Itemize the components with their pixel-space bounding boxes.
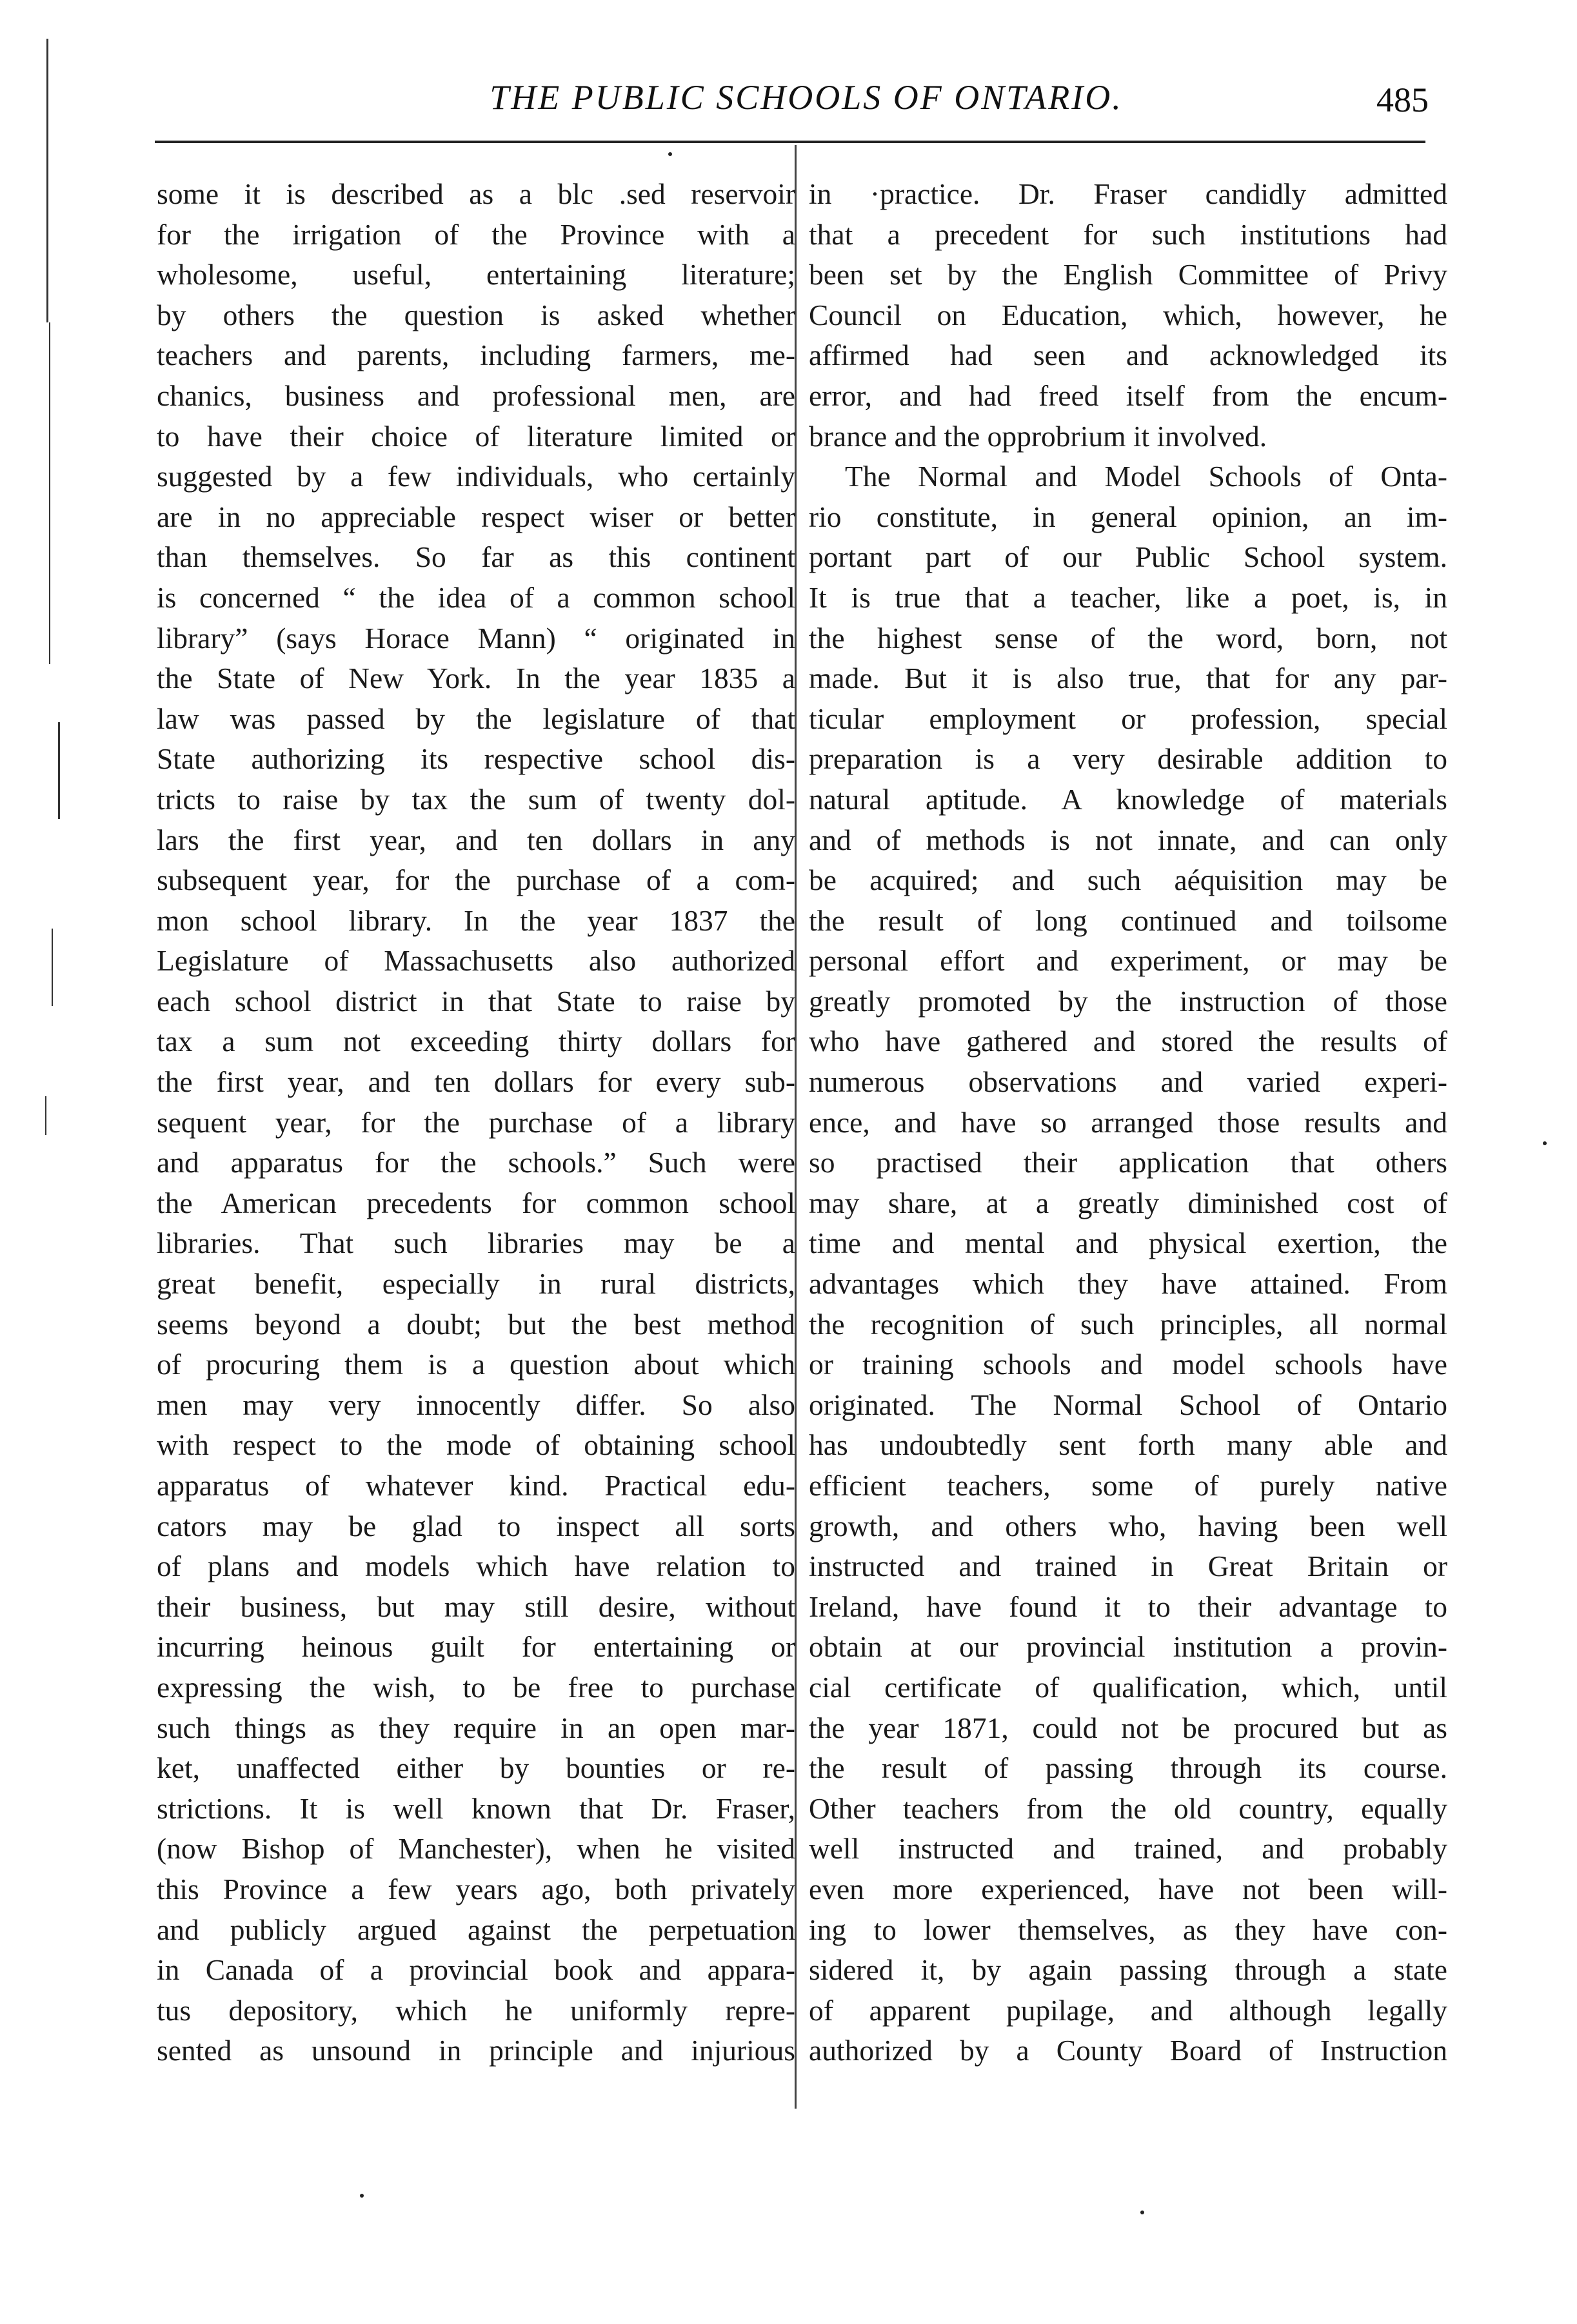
text-line: the American precedents for common school bbox=[157, 1186, 795, 1219]
text-line: brance and the opprobrium it involved. bbox=[809, 419, 1267, 453]
text-line: It is true that a teacher, like a poet, is, in bbox=[809, 580, 1447, 614]
margin-mark bbox=[52, 929, 53, 1006]
text-line: the highest sense of the word, born, not bbox=[809, 621, 1447, 655]
text-line: the State of New York. In the year 1835 a bbox=[157, 662, 795, 695]
text-line: may share, at a greatly diminished cost of bbox=[809, 1186, 1447, 1219]
text-line: made. But it is also true, that for any par- bbox=[809, 662, 1447, 695]
text-line: has undoubtedly sent forth many able and bbox=[809, 1428, 1447, 1462]
text-line: some it is described as a blc .sed reservoir bbox=[157, 177, 795, 210]
text-line: law was passed by the legislature of that bbox=[157, 702, 795, 735]
text-line: in Canada of a provincial book and appara- bbox=[157, 1953, 795, 1987]
text-line: affirmed had seen and acknowledged its bbox=[809, 339, 1447, 372]
text-line: teachers and parents, including farmers, me- bbox=[157, 339, 795, 372]
speck bbox=[1543, 1141, 1547, 1145]
text-line: ket, unaffected either by bounties or re- bbox=[157, 1751, 795, 1785]
text-line: the year 1871, could not be procured but as bbox=[809, 1711, 1447, 1744]
text-line: than themselves. So far as this continent bbox=[157, 540, 795, 574]
text-line: error, and had freed itself from the encum- bbox=[809, 379, 1447, 412]
margin-mark bbox=[58, 722, 60, 819]
text-line: men may very innocently differ. So also bbox=[157, 1388, 795, 1421]
text-line: suggested by a few individuals, who certainly bbox=[157, 460, 795, 493]
text-line: ence, and have so arranged those results and bbox=[809, 1105, 1447, 1139]
text-line: (now Bishop of Manchester), when he visited bbox=[157, 1832, 795, 1866]
text-line: such things as they require in an open mar- bbox=[157, 1711, 795, 1744]
text-line: libraries. That such libraries may be a bbox=[157, 1226, 795, 1260]
left-column bbox=[157, 174, 795, 2071]
text-line: even more experienced, have not been will- bbox=[809, 1872, 1447, 1905]
text-line: by others the question is asked whether bbox=[157, 298, 795, 331]
text-line: to have their choice of literature limited or bbox=[157, 419, 795, 453]
text-line: their business, but may still desire, without bbox=[157, 1590, 795, 1623]
text-line: originated. The Normal School of Ontario bbox=[809, 1388, 1447, 1421]
text-line: State authorizing its respective school dis- bbox=[157, 742, 795, 776]
text-line: growth, and others who, having been well bbox=[809, 1509, 1447, 1542]
text-line: this Province a few years ago, both privately bbox=[157, 1872, 795, 1905]
text-line: preparation is a very desirable addition to bbox=[809, 742, 1447, 776]
text-line: subsequent year, for the purchase of a com- bbox=[157, 863, 795, 897]
text-line: Other teachers from the old country, equally bbox=[809, 1791, 1447, 1825]
speck bbox=[1140, 2211, 1144, 2214]
text-line: cators may be glad to inspect all sorts bbox=[157, 1509, 795, 1542]
text-line: and publicly argued against the perpetuation bbox=[157, 1913, 795, 1946]
running-head: THE PUBLIC SCHOOLS OF ONTARIO. bbox=[490, 78, 1123, 117]
text-line: authorized by a County Board of Instruction bbox=[809, 2034, 1447, 2067]
speck bbox=[668, 152, 672, 156]
text-line: expressing the wish, to be free to purchase bbox=[157, 1670, 795, 1704]
text-line: obtain at our provincial institution a provin- bbox=[809, 1630, 1447, 1664]
text-line: for the irrigation of the Province with a bbox=[157, 217, 795, 251]
text-line: sidered it, by again passing through a state bbox=[809, 1953, 1447, 1987]
text-line: greatly promoted by the instruction of those bbox=[809, 984, 1447, 1018]
text-line: the result of long continued and toilsome bbox=[809, 903, 1447, 937]
text-line: well instructed and trained, and probably bbox=[809, 1832, 1447, 1866]
text-line: the first year, and ten dollars for every sub- bbox=[157, 1065, 795, 1099]
text-line: apparatus of whatever kind. Practical edu- bbox=[157, 1469, 795, 1502]
text-line: of apparent pupilage, and although legally bbox=[809, 1993, 1447, 2027]
text-line: mon school library. In the year 1837 the bbox=[157, 903, 795, 937]
text-line: wholesome, useful, entertaining literature; bbox=[157, 258, 795, 291]
text-line: tricts to raise by tax the sum of twenty dol- bbox=[157, 782, 795, 816]
text-line: lars the first year, and ten dollars in any bbox=[157, 823, 795, 856]
text-line: cial certificate of qualification, which, until bbox=[809, 1670, 1447, 1704]
text-line: The Normal and Model Schools of Onta- bbox=[845, 460, 1447, 493]
text-line: time and mental and physical exertion, the bbox=[809, 1226, 1447, 1260]
text-line: Ireland, have found it to their advantage to bbox=[809, 1590, 1447, 1623]
text-line: ticular employment or profession, special bbox=[809, 702, 1447, 735]
text-line: so practised their application that others bbox=[809, 1146, 1447, 1179]
text-line: that a precedent for such institutions had bbox=[809, 217, 1447, 251]
text-line: of procuring them is a question about which bbox=[157, 1348, 795, 1381]
text-line: strictions. It is well known that Dr. Fraser, bbox=[157, 1791, 795, 1825]
text-line: ing to lower themselves, as they have con- bbox=[809, 1913, 1447, 1946]
text-line: incurring heinous guilt for entertaining or bbox=[157, 1630, 795, 1664]
text-line: tus depository, which he uniformly repre- bbox=[157, 1993, 795, 2027]
margin-mark bbox=[46, 39, 48, 322]
text-line: the result of passing through its course. bbox=[809, 1751, 1447, 1785]
text-line: and of methods is not innate, and can only bbox=[809, 823, 1447, 856]
text-line: are in no appreciable respect wiser or better bbox=[157, 500, 795, 533]
text-line: sented as unsound in principle and injurious bbox=[157, 2034, 795, 2067]
text-line: chanics, business and professional men, are bbox=[157, 379, 795, 412]
header-rule bbox=[155, 141, 1425, 143]
right-column bbox=[809, 174, 1447, 2071]
text-line: natural aptitude. A knowledge of materials bbox=[809, 782, 1447, 816]
text-line: advantages which they have attained. From bbox=[809, 1267, 1447, 1301]
text-line: efficient teachers, some of purely native bbox=[809, 1469, 1447, 1502]
text-line: personal effort and experiment, or may be bbox=[809, 944, 1447, 978]
text-line: who have gathered and stored the results of bbox=[809, 1025, 1447, 1058]
speck bbox=[360, 2194, 364, 2198]
page-number: 485 bbox=[1376, 81, 1429, 119]
text-line: be acquired; and such aéquisition may be bbox=[809, 863, 1447, 897]
text-line: of plans and models which have relation to bbox=[157, 1550, 795, 1583]
text-line: is concerned “ the idea of a common school bbox=[157, 580, 795, 614]
text-line: the recognition of such principles, all normal bbox=[809, 1307, 1447, 1341]
text-line: great benefit, especially in rural districts, bbox=[157, 1267, 795, 1301]
text-line: numerous observations and varied experi- bbox=[809, 1065, 1447, 1099]
text-line: instructed and trained in Great Britain or bbox=[809, 1550, 1447, 1583]
text-line: portant part of our Public School system. bbox=[809, 540, 1447, 574]
text-line: with respect to the mode of obtaining school bbox=[157, 1428, 795, 1462]
text-line: sequent year, for the purchase of a library bbox=[157, 1105, 795, 1139]
text-line: and apparatus for the schools.” Such were bbox=[157, 1146, 795, 1179]
text-line: Council on Education, which, however, he bbox=[809, 298, 1447, 331]
text-line: been set by the English Committee of Privy bbox=[809, 258, 1447, 291]
text-line: seems beyond a doubt; but the best method bbox=[157, 1307, 795, 1341]
text-line: rio constitute, in general opinion, an im- bbox=[809, 500, 1447, 533]
text-line: Legislature of Massachusetts also authorized bbox=[157, 944, 795, 978]
text-line: each school district in that State to raise by bbox=[157, 984, 795, 1018]
text-line: tax a sum not exceeding thirty dollars for bbox=[157, 1025, 795, 1058]
text-line: library” (says Horace Mann) “ originated in bbox=[157, 621, 795, 655]
margin-mark bbox=[45, 1096, 46, 1135]
text-line: or training schools and model schools have bbox=[809, 1348, 1447, 1381]
text-line: in ·practice. Dr. Fraser candidly admitted bbox=[809, 177, 1447, 210]
margin-mark bbox=[49, 322, 50, 664]
